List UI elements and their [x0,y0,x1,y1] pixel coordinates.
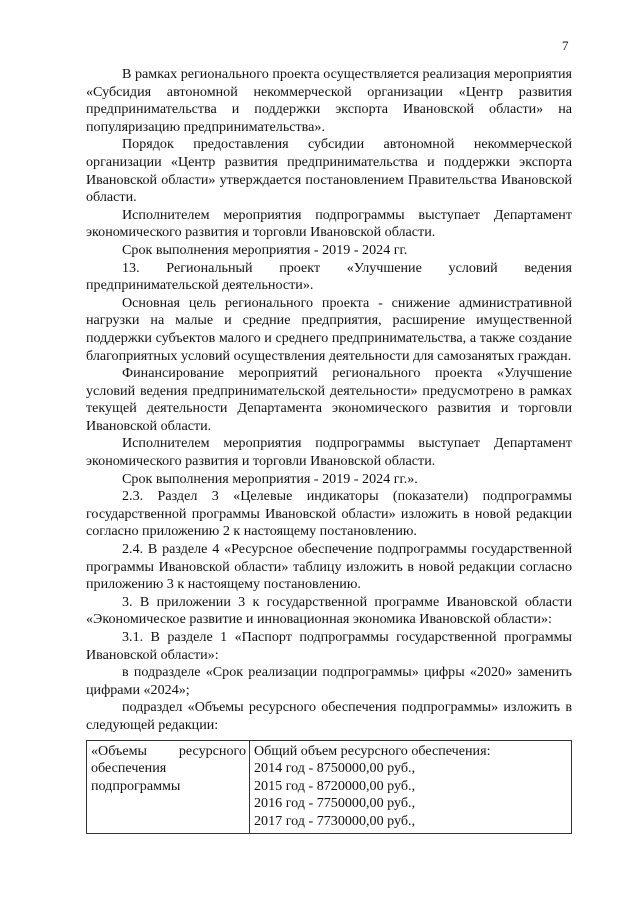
paragraph: Срок выполнения мероприятия - 2019 - 2024 гг. [122,241,408,258]
table-value-line: 2015 год - 8720000,00 руб., [254,777,416,794]
table-value-line: 2014 год - 8750000,00 руб., [254,760,416,777]
document-body [86,66,572,834]
paragraph: Исполнителем мероприятия подпрограммы выступает Департамент экономического развития и торговли Ивановской области. [86,435,572,470]
table-row [87,740,572,833]
table-value-line: 2017 год - 7730000,00 руб., [254,812,416,829]
table-label-cell: «Объемы ресурсного обеспечения подпрограммы [87,740,250,833]
paragraph: Исполнителем мероприятия подпрограммы выступает Департамент экономического развития и торговли Ивановской области. [86,206,572,241]
table-value-header: Общий объем ресурсного обеспечения: [254,742,491,759]
paragraph: подраздел «Объемы ресурсного обеспечения подпрограммы» изложить в следующей редакции: [86,699,572,733]
paragraph: 2.4. В разделе 4 «Ресурсное обеспечение подпрограммы государственной программы Ивановской области» таблицу изложить в новой редакции согласно приложению 3 к настоящему постановлению. [86,541,572,593]
paragraph: 3. В приложении 3 к государственной программе Ивановской области «Экономическое развитие и инновационная экономика Ивановской области»: [86,593,572,628]
paragraph: Финансирование мероприятий регионального проекта «Улучшение условий ведения предпринимательской деятельности» предусмотрено в рамках текущей деятельности Департамента экономического развития и торговли Ивановской области. [86,365,572,434]
paragraph: 3.1. В разделе 1 «Паспорт подпрограммы государственной программы Ивановской области»: [86,629,572,663]
paragraph: 2.3. Раздел 3 «Целевые индикаторы (показатели) подпрограммы государственной программы Ивановской области» изложить в новой редакции согласно приложению 2 к настоящему постановлению. [86,488,572,540]
table-value-cell [250,740,572,833]
resources-table [86,740,572,834]
paragraph: Основная цель регионального проекта - снижение административной нагрузки на малые и средние предприятия, расширение имущественной поддержки субъектов малого и среднего предпринимательства, а также создание благоприятных условий осуществления деятельности для самозанятых граждан. [86,294,572,364]
paragraph: Порядок предоставления субсидии автономной некоммерческой организации «Центр развития предпринимательства и поддержки экспорта Ивановской области» утверждается постановлением Правительства Ивановской области. [86,136,572,206]
paragraph: В рамках регионального проекта осуществляется реализация мероприятия «Субсидия автономной некоммерческой организации «Центр развития предпринимательства и поддержки экспорта Ивановской области» на популяризацию предпринимательства». [86,66,572,135]
paragraph: Срок выполнения мероприятия - 2019 - 2024 гг.». [122,470,418,487]
table-value-line: 2016 год - 7750000,00 руб., [254,795,416,812]
paragraph: в подразделе «Срок реализации подпрограммы» цифры «2020» заменить цифрами «2024»; [86,664,572,698]
section-heading: 13. Региональный проект «Улучшение условий ведения предпринимательской деятельности». [86,259,572,294]
page-number: 7 [562,38,569,53]
